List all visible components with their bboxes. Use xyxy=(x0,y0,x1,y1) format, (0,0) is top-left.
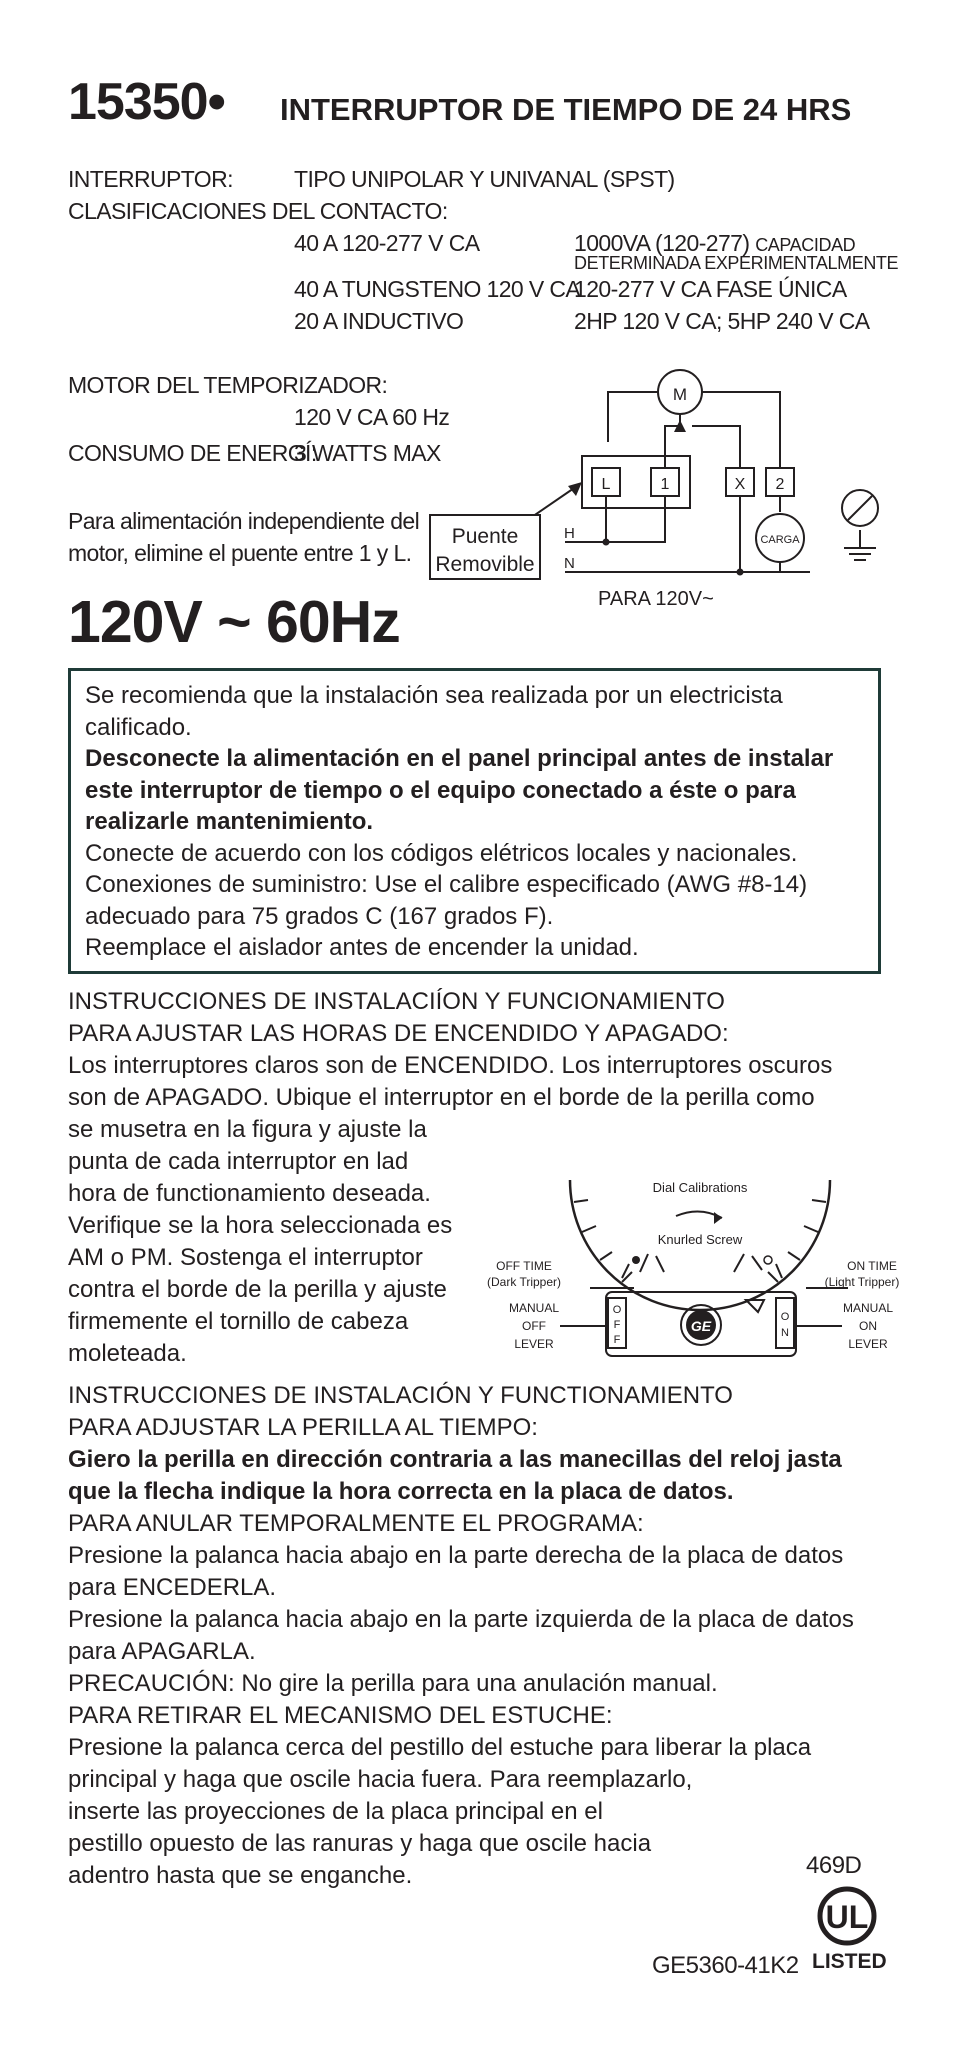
off-letter: F xyxy=(613,1334,621,1346)
section-heading: INSTRUCCIONES DE INSTALACIÍON Y FUNCIONAMIENTO xyxy=(68,988,725,1015)
switch-label: INTERRUPTOR: xyxy=(68,166,233,192)
bold-line: Giero la perilla en dirección contraria a las manecillas del reloj jasta xyxy=(68,1446,842,1473)
bold-line: que la flecha indique la hora correcta en la placa de datos. xyxy=(68,1478,734,1505)
on-letter: O xyxy=(780,1311,790,1323)
on-letter: N xyxy=(781,1327,789,1339)
paragraph-line: PARA ANULAR TEMPORALMENTE EL PROGRAMA: xyxy=(68,1510,644,1537)
consumption-label: CONSUMO DE ENERGÍ: xyxy=(68,440,317,466)
paragraph-line: adentro hasta que se enganche. xyxy=(68,1862,413,1889)
paragraph-line: AM o PM. Sostenga el interruptor xyxy=(68,1244,423,1271)
warning-bold-line: realizarle mantenimiento. xyxy=(85,808,374,835)
motor-contact xyxy=(692,426,740,468)
off-time-label: OFF TIME xyxy=(496,1259,552,1273)
warning-line: Se recomienda que la instalación sea realizada por un electricista xyxy=(85,682,783,709)
section-heading: INSTRUCCIONES DE INSTALACIÓN Y FUNCTIONAMIENTO xyxy=(68,1382,733,1409)
jumper-frame xyxy=(582,456,690,508)
paragraph-line: para APAGARLA. xyxy=(68,1638,256,1665)
motor-label: MOTOR DEL TEMPORIZADOR: xyxy=(68,372,388,398)
rating-right: 120-277 V CA FASE ÚNICA xyxy=(574,276,847,302)
warning-line: Conexiones de suministro: Use el calibre especificado (AWG #8-14) xyxy=(85,871,808,898)
neutral-label: N xyxy=(564,555,575,572)
jumper-note: motor, elimine el puente entre 1 y L. xyxy=(68,540,412,566)
terminal-label: 2 xyxy=(775,476,785,493)
section-set-time xyxy=(68,1380,854,1892)
motor-value: 120 V CA 60 Hz xyxy=(294,404,450,430)
paragraph-line: inserte las proyecciones de la placa principal en el xyxy=(68,1798,603,1825)
warning-line: adecuado para 75 grados C (167 grados F). xyxy=(85,902,554,930)
on-lever[interactable] xyxy=(776,1298,794,1348)
motor-label: M xyxy=(672,385,688,404)
dial-calibrations-label: Dial Calibrations xyxy=(652,1180,748,1195)
manual-off-label: LEVER xyxy=(514,1337,554,1351)
paragraph-line: Presione la palanca cerca del pestillo del estuche para liberar la placa xyxy=(68,1734,812,1761)
paragraph-line: Verifique se la hora seleccionada es xyxy=(68,1212,453,1239)
warning-box xyxy=(68,668,881,974)
paragraph-line: pestillo opuesto de las ranuras y haga que oscile hacia xyxy=(68,1830,652,1857)
on-time-label: ON TIME xyxy=(847,1259,897,1273)
paragraph-line: Los interruptores claros son de ENCENDIDO. Los interruptores oscuros xyxy=(68,1052,833,1079)
paragraph-line: moleteada. xyxy=(68,1340,187,1367)
paragraph-line: para ENCEDERLA. xyxy=(68,1574,277,1601)
manual-off-label: OFF xyxy=(522,1319,546,1333)
for-voltage-label: PARA 120V~ xyxy=(598,588,714,610)
dark-tripper[interactable] xyxy=(632,1256,640,1264)
arrow-indicator xyxy=(746,1300,764,1312)
ul-listed: LISTED xyxy=(812,1950,887,1973)
on-tripper-label: (Light Tripper) xyxy=(824,1275,900,1289)
warning-line: calificado. xyxy=(85,713,192,741)
section-subheading: PARA ADJUSTAR LA PERILLA AL TIEMPO: xyxy=(68,1414,538,1441)
page-title: INTERRUPTOR DE TIEMPO DE 24 HRS xyxy=(280,92,852,127)
dial-diagram xyxy=(486,1160,900,1360)
ul-logo xyxy=(810,1886,884,1946)
manual-on-label: ON xyxy=(859,1319,877,1333)
paragraph-line: Presione la palanca hacia abajo en la parte derecha de la placa de datos xyxy=(68,1542,844,1569)
wiring-diagram xyxy=(430,360,900,620)
section-subheading: PARA AJUSTAR LAS HORAS DE ENCENDIDO Y APAGADO: xyxy=(68,1020,729,1047)
switch-value: TIPO UNIPOLAR Y UNIVANAL (SPST) xyxy=(294,166,675,192)
warning-bold-line: este interruptor de tiempo o el equipo conectado a éste o para xyxy=(85,776,796,804)
rating-right-main: 1000VA (120-277) xyxy=(574,230,750,256)
ul-number: 469D xyxy=(806,1852,862,1879)
manual-on-label: LEVER xyxy=(848,1337,888,1351)
rating-right: 2HP 120 V CA; 5HP 240 V CA xyxy=(574,308,870,334)
terminal-label: L xyxy=(601,476,611,493)
paragraph-line: PRECAUCIÓN: No gire la perilla para una anulación manual. xyxy=(68,1670,718,1697)
warning-bold-line: Desconecte la alimentación en el panel principal antes de instalar xyxy=(85,745,834,772)
rating-right-line2: DETERMINADA EXPERIMENTALMENTE xyxy=(574,253,899,273)
rating-left: 20 A INDUCTIVO xyxy=(294,308,464,334)
model-number: 15350• xyxy=(68,73,225,131)
warning-line: Reemplace el aislador antes de encender la unidad. xyxy=(85,934,639,961)
manual-on-label: MANUAL xyxy=(842,1301,894,1315)
voltage-rating: 120V ~ 60Hz xyxy=(68,589,400,655)
knurled-screw-label: Knurled Screw xyxy=(657,1232,743,1247)
paragraph-line: contra el borde de la perilla y ajuste xyxy=(68,1276,447,1303)
rating-left: 40 A TUNGSTENO 120 V CA xyxy=(294,276,581,302)
ge-logo: GE xyxy=(690,1318,712,1334)
paragraph-line: firmemente el tornillo de cabeza xyxy=(68,1308,409,1335)
light-tripper[interactable] xyxy=(764,1256,772,1264)
terminal-label: X xyxy=(734,476,746,493)
off-letter: F xyxy=(613,1319,621,1331)
manual-off-label: MANUAL xyxy=(508,1301,560,1315)
off-letter: O xyxy=(612,1304,622,1316)
load-label: CARGA xyxy=(760,534,800,546)
consumption-value: 3 WATTS MAX xyxy=(294,440,441,466)
paragraph-line: PARA RETIRAR EL MECANISMO DEL ESTUCHE: xyxy=(68,1702,613,1729)
ul-mark: UL xyxy=(825,1899,869,1935)
jumper-label-2: Removible xyxy=(435,553,535,576)
rating-left: 40 A 120-277 V CA xyxy=(294,230,480,256)
paragraph-line: Presione la palanca hacia abajo en la parte izquierda de la placa de datos xyxy=(68,1606,854,1633)
terminal-label: 1 xyxy=(660,476,670,493)
rating-right-small: CAPACIDAD xyxy=(755,235,856,255)
paragraph-line: hora de functionamiento deseada. xyxy=(68,1180,431,1207)
part-number: GE5360-41K2 xyxy=(652,1952,799,1979)
paragraph-line: punta de cada interruptor en lad xyxy=(68,1148,409,1175)
hot-label: H xyxy=(564,525,575,542)
warning-line: Conecte de acuerdo con los códigos elétricos locales y nacionales. xyxy=(85,839,798,867)
ratings-label: CLASIFICACIONES DEL CONTACTO: xyxy=(68,198,448,224)
off-tripper-label: (Dark Tripper) xyxy=(486,1275,562,1289)
paragraph-line: principal y haga que oscile hacia fuera. Para reemplazarlo, xyxy=(68,1766,693,1793)
paragraph-line: son de APAGADO. Ubique el interruptor en el borde de la perilla como xyxy=(68,1084,815,1111)
jumper-note: Para alimentación independiente del xyxy=(68,508,420,534)
paragraph-line: se musetra en la figura y ajuste la xyxy=(68,1116,427,1143)
jumper-label-1: Puente xyxy=(451,525,519,548)
